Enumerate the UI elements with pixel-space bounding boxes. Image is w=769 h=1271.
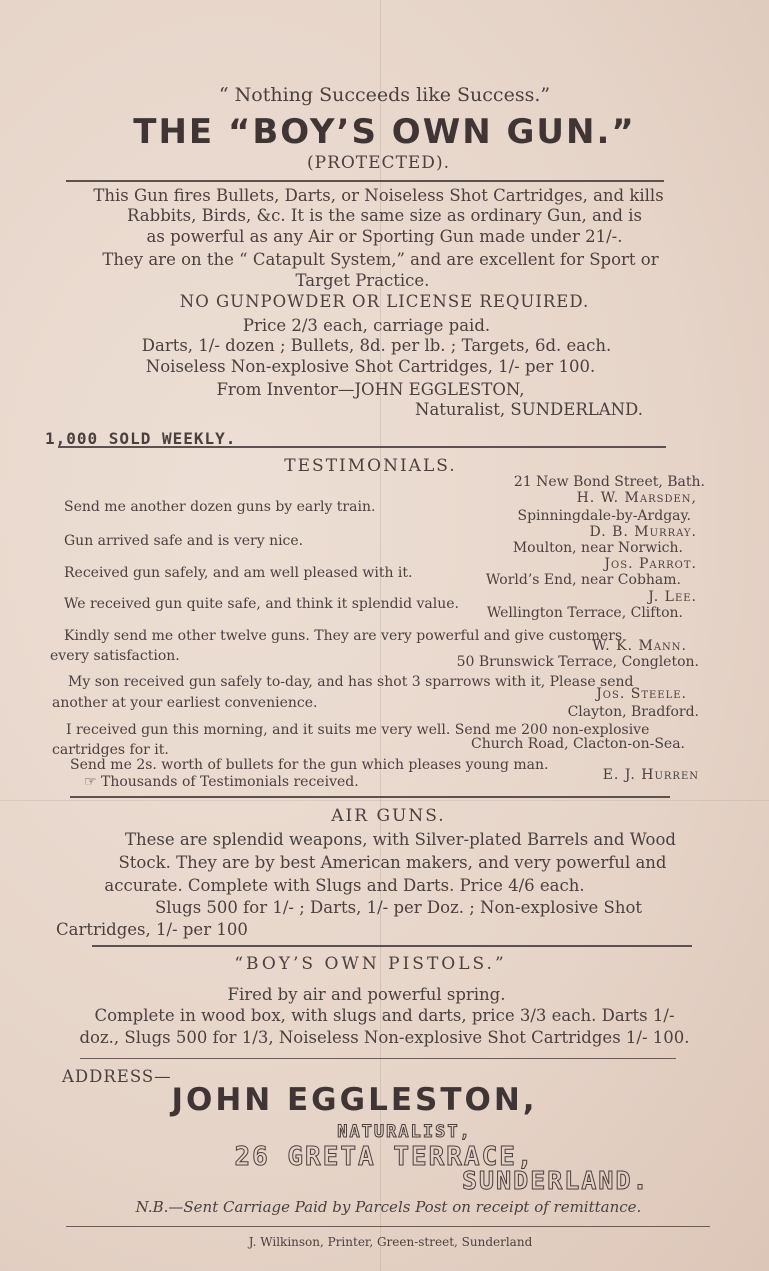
description-line: This Gun fires Bullets, Darts, or Noiseless Shot Cartridges, and kills — [93, 186, 664, 205]
testimonials-heading: TESTIMONIALS. — [284, 456, 457, 476]
pistols-line: doz., Slugs 500 for 1/3, Noiseless Non-explosive Shot Cartridges 1/- 100. — [79, 1028, 690, 1047]
testimonial-address: Spinningdale-by-Ardgay. — [517, 508, 691, 524]
naturalist-line: Naturalist, SUNDERLAND. — [415, 400, 643, 419]
description-line: Rabbits, Birds, &c. It is the same size as ordinary Gun, and is — [127, 206, 642, 225]
naturalist-title: NATURALIST, — [337, 1122, 472, 1142]
testimonial-text: We received gun quite safe, and think it splendid value. — [64, 596, 459, 612]
testimonial-name: Jos. Parrot. — [604, 556, 697, 572]
printer-credit: J. Wilkinson, Printer, Green-street, Sunderland — [248, 1235, 533, 1249]
testimonial-name: W. K. Mann. — [592, 638, 687, 654]
divider-rule — [70, 796, 670, 798]
testimonial-text: I received gun this morning, and it suits me very well. Send me 200 non-explosive — [66, 722, 650, 738]
inventor-line: From Inventor—JOHN EGGLESTON, — [216, 380, 525, 399]
street-address: 26 GRETA TERRACE, — [234, 1142, 535, 1172]
town-address: SUNDERLAND. — [462, 1166, 650, 1195]
testimonial-text: Kindly send me other twelve guns. They are very powerful and give customers — [64, 628, 623, 644]
testimonial-text: Gun arrived safe and is very nice. — [64, 533, 304, 549]
air-guns-heading: AIR GUNS. — [331, 806, 446, 826]
air-guns-line: Slugs 500 for 1/- ; Darts, 1/- per Doz. ; Non-explosive Shot — [154, 898, 643, 917]
testimonial-text: Send me 2s. worth of bullets for the gun which pleases young man. — [70, 757, 549, 773]
proprietor-name: JOHN EGGLESTON, — [171, 1082, 538, 1118]
testimonial-name: Jos. Steele. — [596, 686, 687, 702]
testimonial-address: Church Road, Clacton-on-Sea. — [471, 736, 685, 752]
air-guns-line: Stock. They are by best American makers, and very powerful and — [118, 853, 667, 872]
testimonial-text: every satisfaction. — [50, 648, 180, 664]
main-title: THE “BOY’S OWN GUN.” — [133, 112, 636, 152]
testimonial-address: Wellington Terrace, Clifton. — [486, 605, 683, 621]
testimonial-name: H. W. Marsden, — [576, 490, 697, 506]
testimonial-text: My son received gun safely to-day, and has shot 3 sparrows with it, Please send — [68, 674, 634, 690]
delivery-note: N.B.—Sent Carriage Paid by Parcels Post on receipt of remittance. — [135, 1198, 642, 1216]
pistols-heading: “BOY’S OWN PISTOLS.” — [234, 954, 507, 974]
testimonial-address: Clayton, Bradford. — [567, 704, 699, 720]
testimonial-text: cartridges for it. — [52, 742, 169, 758]
testimonial-address: 50 Brunswick Terrace, Congleton. — [456, 654, 699, 670]
air-guns-line: Cartridges, 1/- per 100 — [56, 920, 248, 939]
description-line: They are on the “ Catapult System,” and are excellent for Sport or — [102, 250, 659, 269]
testimonial-text: another at your earliest convenience. — [52, 695, 318, 711]
testimonial-text: Received gun safely, and am well pleased with it. — [64, 565, 413, 581]
price-line: Price 2/3 each, carriage paid. — [242, 316, 491, 335]
divider-rule — [92, 945, 692, 947]
description-line: Target Practice. — [295, 271, 430, 290]
address-label: ADDRESS— — [62, 1067, 172, 1086]
thousands-testimonials: ☞ Thousands of Testimonials received. — [84, 774, 359, 790]
divider-rule — [58, 446, 666, 448]
divider-rule — [80, 1058, 676, 1059]
paper-fold-horizontal — [0, 800, 769, 801]
pistols-line: Fired by air and powerful spring. — [227, 985, 506, 1004]
testimonial-address: Moulton, near Norwich. — [512, 540, 683, 556]
air-guns-line: accurate. Complete with Slugs and Darts. Price 4/6 each. — [104, 876, 585, 895]
description-line: as powerful as any Air or Sporting Gun made under 21/-. — [146, 227, 623, 246]
divider-rule — [66, 180, 664, 182]
no-license-notice: NO GUNPOWDER OR LICENSE REQUIRED. — [179, 292, 590, 311]
testimonial-text: Send me another dozen guns by early train. — [64, 499, 376, 515]
testimonial-name: J. Lee. — [648, 589, 697, 605]
protected-label: (PROTECTED). — [307, 153, 450, 173]
cartridges-price-line: Noiseless Non-explosive Shot Cartridges, 1/- per 100. — [145, 357, 596, 376]
testimonial-name: D. B. Murray. — [589, 524, 697, 540]
darts-price-line: Darts, 1/- dozen ; Bullets, 8d. per lb. ; Targets, 6d. each. — [141, 336, 612, 355]
tagline: “ Nothing Succeeds like Success.” — [218, 84, 551, 106]
sold-weekly: 1,000 SOLD WEEKLY. — [45, 429, 237, 448]
testimonial-address: World’s End, near Cobham. — [485, 572, 681, 588]
air-guns-line: These are splendid weapons, with Silver-plated Barrels and Wood — [125, 830, 676, 849]
testimonial-address: 21 New Bond Street, Bath. — [513, 474, 705, 490]
divider-rule — [66, 1226, 710, 1227]
testimonial-name: E. J. Hurren — [602, 767, 699, 783]
pistols-line: Complete in wood box, with slugs and darts, price 3/3 each. Darts 1/- — [94, 1006, 675, 1025]
